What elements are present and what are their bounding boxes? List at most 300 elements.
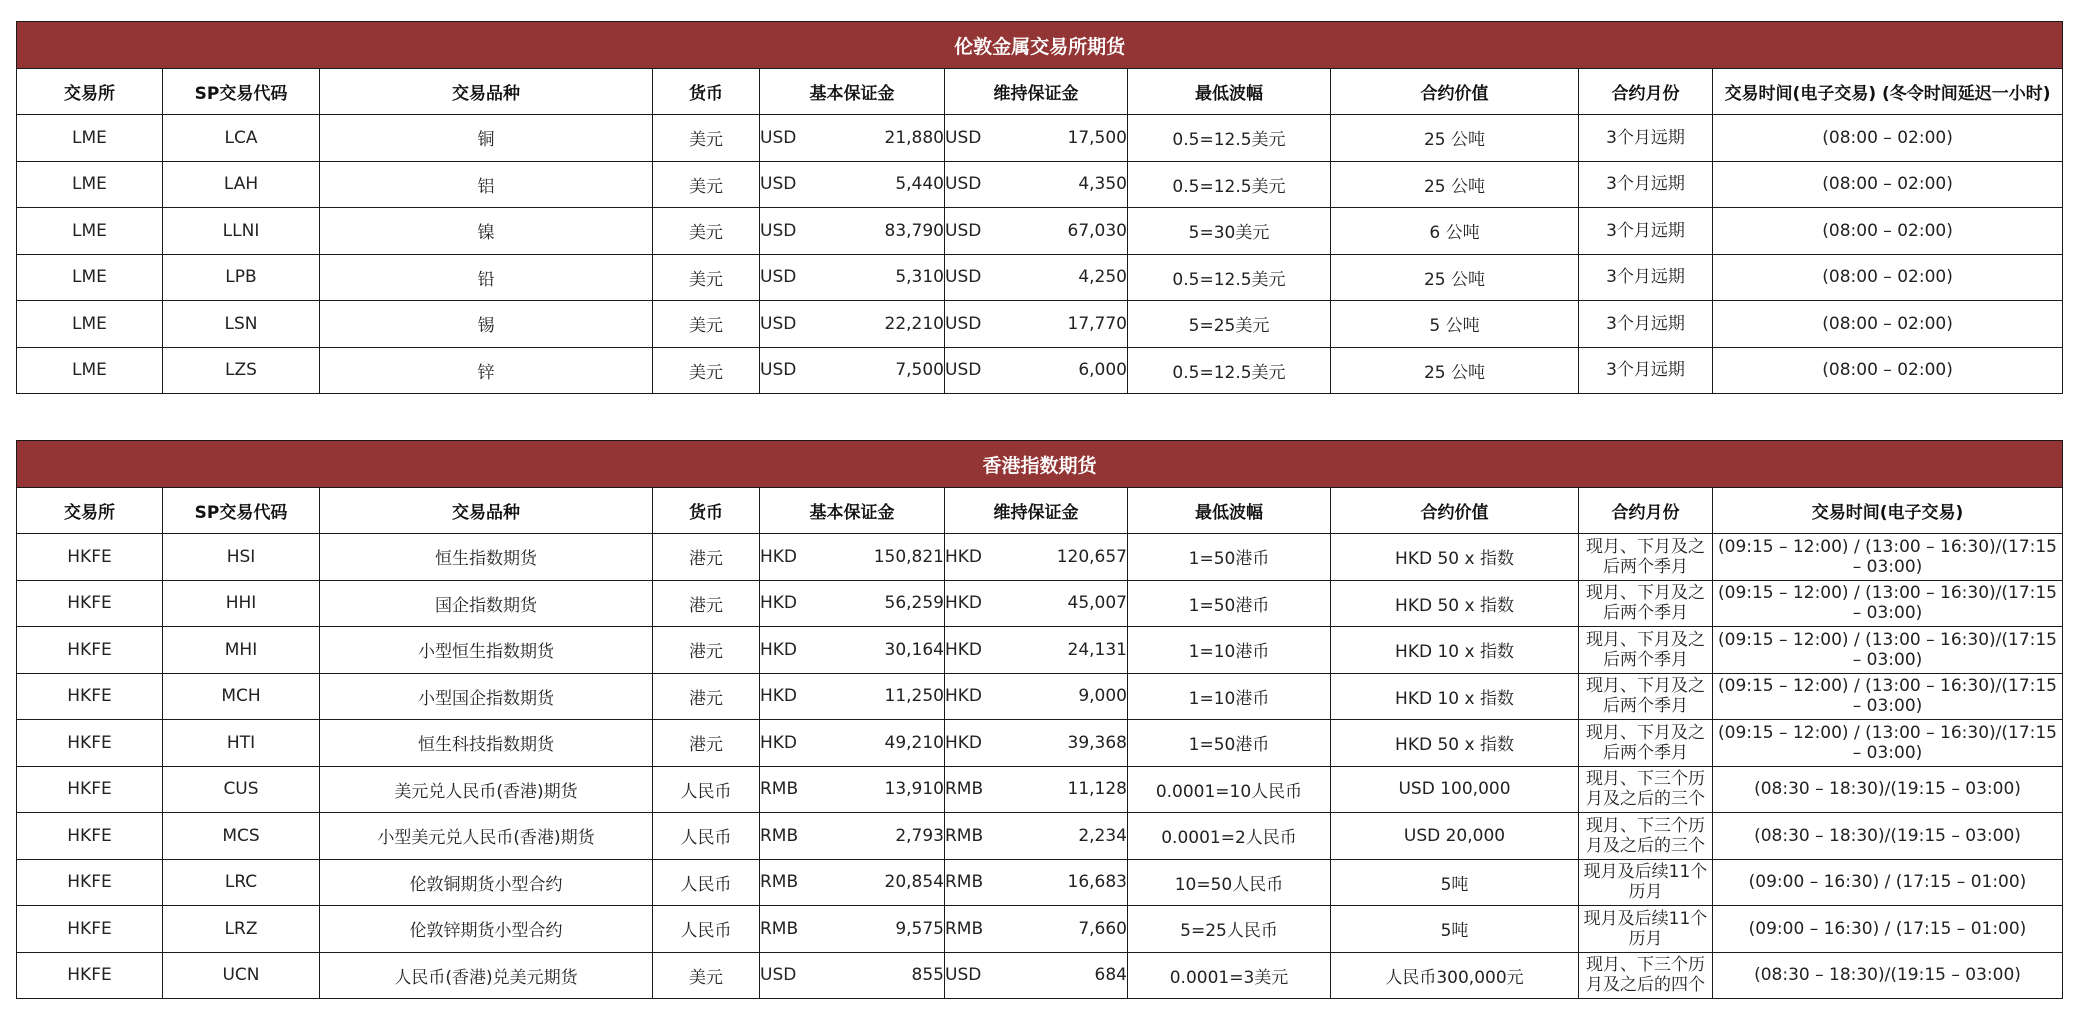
initial-margin-cell-currency: HKD [760, 593, 798, 614]
table-row [17, 720, 2063, 767]
column-header: 交易品种 [320, 488, 653, 534]
column-header: 交易所 [17, 488, 163, 534]
maintenance-margin-cell-amount: 17,770 [1067, 313, 1127, 334]
maintenance-margin-cell-amount: 4,350 [1078, 174, 1127, 195]
min-tick-cell [1128, 859, 1331, 906]
currency-cell-text: 美元 [689, 269, 723, 290]
contract-month-cell [1579, 301, 1713, 348]
initial-margin-cell [760, 766, 945, 813]
product-cell-text: 铝 [477, 176, 495, 197]
trading-hours-cell [1713, 720, 2063, 767]
lme-table-body [17, 115, 2063, 394]
min-tick-cell [1128, 347, 1331, 394]
exchange-cell-text: HKFE [67, 732, 112, 753]
table-row [17, 766, 2063, 813]
min-tick-cell-text: 0.5=12.5美元 [1172, 130, 1286, 151]
maintenance-margin-cell-amount: 6,000 [1078, 360, 1127, 381]
column-header: 货币 [653, 488, 760, 534]
sp-code-cell-text: HHI [225, 593, 257, 614]
table-row [17, 813, 2063, 860]
contract-value-cell-text: 25 公吨 [1423, 130, 1486, 151]
table-title: 香港指数期货 [17, 441, 2063, 488]
exchange-cell [17, 906, 163, 953]
contract-month-cell [1579, 534, 1713, 581]
trading-hours-cell-text: (09:15 – 12:00) / (13:00 – 16:30)/(17:15 – 03:00) [1718, 676, 2057, 717]
trading-hours-cell [1713, 952, 2063, 999]
initial-margin-cell-currency: USD [760, 360, 797, 381]
exchange-cell [17, 627, 163, 674]
product-cell-text: 人民币(香港)兑美元期货 [394, 967, 578, 988]
maintenance-margin-cell [945, 347, 1128, 394]
min-tick-cell [1128, 720, 1331, 767]
maintenance-margin-cell-currency: RMB [945, 825, 984, 846]
contract-month-cell [1579, 813, 1713, 860]
exchange-cell [17, 813, 163, 860]
contract-month-cell-text: 现月、下三个历月及之后的三个 [1586, 769, 1705, 810]
lme-futures-table [16, 21, 2063, 394]
hk-table-body [17, 534, 2063, 999]
min-tick-cell [1128, 301, 1331, 348]
min-tick-cell-text: 1=10港币 [1188, 688, 1270, 709]
product-cell [320, 673, 653, 720]
currency-cell-text: 美元 [689, 176, 723, 197]
currency-cell [653, 813, 760, 860]
maintenance-margin-cell-currency: USD [945, 267, 982, 288]
initial-margin-cell-amount: 9,575 [895, 918, 944, 939]
column-header: 基本保证金 [760, 69, 945, 115]
product-cell [320, 534, 653, 581]
contract-month-cell [1579, 906, 1713, 953]
currency-cell-text: 人民币 [680, 874, 732, 895]
contract-value-cell [1331, 580, 1579, 627]
column-header: 货币 [653, 69, 760, 115]
contract-month-cell-text: 3个月远期 [1606, 313, 1685, 334]
sp-code-cell-text: LPB [225, 267, 257, 288]
exchange-cell-text: HKFE [67, 965, 112, 986]
sp-code-cell [163, 673, 320, 720]
product-cell [320, 161, 653, 208]
maintenance-margin-cell-amount: 9,000 [1078, 686, 1127, 707]
contract-value-cell-text: 25 公吨 [1423, 362, 1486, 383]
initial-margin-cell-amount: 150,821 [873, 546, 944, 567]
column-header: 最低波幅 [1128, 69, 1331, 115]
min-tick-cell [1128, 580, 1331, 627]
initial-margin-cell-currency: HKD [760, 732, 798, 753]
initial-margin-cell-amount: 2,793 [895, 825, 944, 846]
currency-cell-text: 人民币 [680, 828, 732, 849]
currency-cell [653, 301, 760, 348]
product-cell [320, 859, 653, 906]
currency-cell [653, 859, 760, 906]
initial-margin-cell [760, 161, 945, 208]
maintenance-margin-cell-currency: HKD [945, 686, 983, 707]
table-row [17, 534, 2063, 581]
product-cell [320, 766, 653, 813]
initial-margin-cell [760, 859, 945, 906]
maintenance-margin-cell-currency: HKD [945, 639, 983, 660]
sp-code-cell [163, 580, 320, 627]
currency-cell-text: 美元 [689, 967, 723, 988]
exchange-cell [17, 301, 163, 348]
contract-value-cell [1331, 254, 1579, 301]
column-header: 合约价值 [1331, 488, 1579, 534]
contract-month-cell [1579, 580, 1713, 627]
min-tick-cell-text: 0.0001=2人民币 [1161, 828, 1297, 849]
exchange-cell-text: HKFE [67, 779, 112, 800]
initial-margin-cell [760, 627, 945, 674]
contract-month-cell [1579, 766, 1713, 813]
table-row [17, 673, 2063, 720]
exchange-cell [17, 254, 163, 301]
product-cell-text: 铅 [477, 269, 495, 290]
maintenance-margin-cell-amount: 4,250 [1078, 267, 1127, 288]
sp-code-cell [163, 766, 320, 813]
trading-hours-cell-text: (08:30 – 18:30)/(19:15 – 03:00) [1754, 965, 2021, 986]
sp-code-cell-text: LLNI [222, 220, 260, 241]
contract-value-cell [1331, 208, 1579, 255]
trading-hours-cell-text: (08:00 – 02:00) [1822, 220, 1953, 241]
maintenance-margin-cell-currency: RMB [945, 918, 984, 939]
trading-hours-cell [1713, 534, 2063, 581]
trading-hours-cell-text: (09:15 – 12:00) / (13:00 – 16:30)/(17:15 – 03:00) [1718, 629, 2057, 670]
contract-month-cell-text: 3个月远期 [1606, 127, 1685, 148]
initial-margin-cell-currency: USD [760, 313, 797, 334]
exchange-cell [17, 766, 163, 813]
product-cell [320, 208, 653, 255]
trading-hours-cell [1713, 115, 2063, 162]
contract-month-cell-text: 现月、下月及之后两个季月 [1586, 722, 1705, 763]
currency-cell [653, 673, 760, 720]
sp-code-cell [163, 720, 320, 767]
initial-margin-cell [760, 115, 945, 162]
sp-code-cell-text: HSI [226, 546, 256, 567]
sp-code-cell [163, 115, 320, 162]
contract-value-cell [1331, 673, 1579, 720]
maintenance-margin-cell [945, 766, 1128, 813]
currency-cell-text: 人民币 [680, 781, 732, 802]
currency-cell [653, 534, 760, 581]
sp-code-cell [163, 347, 320, 394]
currency-cell-text: 美元 [689, 362, 723, 383]
exchange-cell-text: HKFE [67, 686, 112, 707]
exchange-cell [17, 952, 163, 999]
initial-margin-cell [760, 580, 945, 627]
min-tick-cell-text: 1=50港币 [1188, 595, 1270, 616]
currency-cell [653, 208, 760, 255]
maintenance-margin-cell-amount: 120,657 [1056, 546, 1127, 567]
product-cell-text: 国企指数期货 [435, 595, 537, 616]
sp-code-cell [163, 534, 320, 581]
contract-month-cell-text: 现月、下月及之后两个季月 [1586, 536, 1705, 577]
maintenance-margin-cell-currency: USD [945, 360, 982, 381]
exchange-cell [17, 347, 163, 394]
exchange-cell [17, 161, 163, 208]
table-row [17, 952, 2063, 999]
exchange-cell [17, 720, 163, 767]
contract-month-cell [1579, 208, 1713, 255]
contract-month-cell-text: 3个月远期 [1606, 360, 1685, 381]
sp-code-cell [163, 301, 320, 348]
trading-hours-cell-text: (08:00 – 02:00) [1822, 313, 1953, 334]
trading-hours-cell-text: (09:00 – 16:30) / (17:15 – 01:00) [1748, 918, 2027, 939]
column-header: 维持保证金 [945, 488, 1128, 534]
sp-code-cell-text: MCH [221, 686, 261, 707]
initial-margin-cell-currency: HKD [760, 546, 798, 567]
trading-hours-cell-text: (08:30 – 18:30)/(19:15 – 03:00) [1754, 825, 2021, 846]
initial-margin-cell-currency: HKD [760, 639, 798, 660]
contract-value-cell [1331, 301, 1579, 348]
exchange-cell-text: LME [72, 267, 107, 288]
maintenance-margin-cell-currency: RMB [945, 779, 984, 800]
product-cell [320, 580, 653, 627]
sp-code-cell [163, 627, 320, 674]
contract-month-cell [1579, 673, 1713, 720]
maintenance-margin-cell-amount: 39,368 [1067, 732, 1127, 753]
trading-hours-cell-text: (09:15 – 12:00) / (13:00 – 16:30)/(17:15 – 03:00) [1718, 536, 2057, 577]
contract-month-cell [1579, 347, 1713, 394]
exchange-cell [17, 208, 163, 255]
min-tick-cell-text: 5=25美元 [1188, 316, 1270, 337]
contract-value-cell-text: HKD 50 x 指数 [1395, 595, 1514, 616]
trading-hours-cell-text: (08:30 – 18:30)/(19:15 – 03:00) [1754, 779, 2021, 800]
sp-code-cell [163, 161, 320, 208]
product-cell [320, 301, 653, 348]
sp-code-cell [163, 813, 320, 860]
initial-margin-cell-currency: USD [760, 965, 797, 986]
contract-value-cell [1331, 766, 1579, 813]
contract-month-cell-text: 3个月远期 [1606, 267, 1685, 288]
currency-cell [653, 254, 760, 301]
product-cell-text: 小型美元兑人民币(香港)期货 [377, 828, 595, 849]
contract-value-cell [1331, 720, 1579, 767]
exchange-cell-text: LME [72, 174, 107, 195]
initial-margin-cell [760, 673, 945, 720]
product-cell [320, 720, 653, 767]
min-tick-cell [1128, 766, 1331, 813]
column-header: 最低波幅 [1128, 488, 1331, 534]
maintenance-margin-cell [945, 627, 1128, 674]
contract-month-cell-text: 现月及后续11个历月 [1583, 908, 1708, 949]
product-cell [320, 115, 653, 162]
trading-hours-cell-text: (08:00 – 02:00) [1822, 360, 1953, 381]
product-cell [320, 347, 653, 394]
trading-hours-cell [1713, 208, 2063, 255]
product-cell-text: 美元兑人民币(香港)期货 [394, 781, 578, 802]
currency-cell-text: 美元 [689, 316, 723, 337]
exchange-cell [17, 580, 163, 627]
contract-value-cell [1331, 859, 1579, 906]
min-tick-cell [1128, 906, 1331, 953]
contract-value-cell-text: HKD 50 x 指数 [1395, 735, 1514, 756]
initial-margin-cell-amount: 13,910 [884, 779, 944, 800]
contract-month-cell-text: 现月、下三个历月及之后的三个 [1586, 815, 1705, 856]
min-tick-cell [1128, 161, 1331, 208]
min-tick-cell-text: 0.0001=10人民币 [1155, 781, 1303, 802]
maintenance-margin-cell-amount: 24,131 [1067, 639, 1127, 660]
sp-code-cell-text: MHI [224, 639, 258, 660]
table-title: 伦敦金属交易所期货 [17, 22, 2063, 69]
sp-code-cell [163, 906, 320, 953]
min-tick-cell [1128, 534, 1331, 581]
column-header: 基本保证金 [760, 488, 945, 534]
initial-margin-cell [760, 254, 945, 301]
column-header: 交易时间(电子交易) [1713, 488, 2063, 534]
currency-cell-text: 美元 [689, 223, 723, 244]
trading-hours-cell [1713, 627, 2063, 674]
header-row [17, 69, 2063, 115]
contract-month-cell [1579, 254, 1713, 301]
maintenance-margin-cell-amount: 684 [1094, 965, 1127, 986]
contract-value-cell-text: 6 公吨 [1429, 223, 1480, 244]
contract-value-cell-text: 5吨 [1440, 921, 1469, 942]
contract-month-cell-text: 3个月远期 [1606, 174, 1685, 195]
maintenance-margin-cell-currency: USD [945, 127, 982, 148]
maintenance-margin-cell-amount: 2,234 [1078, 825, 1127, 846]
product-cell-text: 小型国企指数期货 [418, 688, 554, 709]
contract-month-cell [1579, 115, 1713, 162]
column-header: 维持保证金 [945, 69, 1128, 115]
sp-code-cell [163, 208, 320, 255]
initial-margin-cell [760, 952, 945, 999]
trading-hours-cell [1713, 813, 2063, 860]
maintenance-margin-cell-amount: 45,007 [1067, 593, 1127, 614]
sp-code-cell-text: HTI [226, 732, 256, 753]
min-tick-cell [1128, 952, 1331, 999]
initial-margin-cell [760, 720, 945, 767]
currency-cell [653, 952, 760, 999]
product-cell-text: 镍 [477, 223, 495, 244]
table-row [17, 301, 2063, 348]
initial-margin-cell-currency: RMB [760, 918, 799, 939]
contract-value-cell-text: USD 20,000 [1403, 825, 1506, 846]
table-row [17, 627, 2063, 674]
currency-cell [653, 906, 760, 953]
initial-margin-cell-amount: 30,164 [884, 639, 944, 660]
column-header: 交易品种 [320, 69, 653, 115]
initial-margin-cell-currency: RMB [760, 779, 799, 800]
initial-margin-cell-amount: 83,790 [884, 220, 944, 241]
sp-code-cell [163, 254, 320, 301]
maintenance-margin-cell-amount: 11,128 [1067, 779, 1127, 800]
maintenance-margin-cell [945, 301, 1128, 348]
currency-cell-text: 人民币 [680, 921, 732, 942]
initial-margin-cell-currency: RMB [760, 825, 799, 846]
initial-margin-cell-currency: RMB [760, 872, 799, 893]
initial-margin-cell-amount: 5,310 [895, 267, 944, 288]
product-cell-text: 锌 [477, 362, 495, 383]
trading-hours-cell-text: (08:00 – 02:00) [1822, 267, 1953, 288]
contract-value-cell [1331, 813, 1579, 860]
maintenance-margin-cell [945, 859, 1128, 906]
exchange-cell-text: HKFE [67, 639, 112, 660]
contract-month-cell [1579, 952, 1713, 999]
exchange-cell [17, 673, 163, 720]
currency-cell-text: 美元 [689, 130, 723, 151]
contract-month-cell-text: 3个月远期 [1606, 220, 1685, 241]
product-cell-text: 恒生指数期货 [435, 549, 537, 570]
trading-hours-cell-text: (09:15 – 12:00) / (13:00 – 16:30)/(17:15 – 03:00) [1718, 722, 2057, 763]
column-header: 合约月份 [1579, 69, 1713, 115]
currency-cell [653, 161, 760, 208]
currency-cell [653, 580, 760, 627]
column-header: 交易所 [17, 69, 163, 115]
currency-cell-text: 港元 [689, 735, 723, 756]
maintenance-margin-cell [945, 208, 1128, 255]
initial-margin-cell-amount: 7,500 [895, 360, 944, 381]
sp-code-cell-text: MCS [222, 825, 260, 846]
trading-hours-cell [1713, 254, 2063, 301]
currency-cell-text: 港元 [689, 688, 723, 709]
maintenance-margin-cell-amount: 17,500 [1067, 127, 1127, 148]
contract-value-cell [1331, 115, 1579, 162]
trading-hours-cell [1713, 906, 2063, 953]
contract-value-cell-text: HKD 10 x 指数 [1395, 688, 1514, 709]
contract-value-cell-text: HKD 10 x 指数 [1395, 642, 1514, 663]
table-row [17, 580, 2063, 627]
trading-hours-cell [1713, 580, 2063, 627]
currency-cell-text: 港元 [689, 549, 723, 570]
table-row [17, 161, 2063, 208]
trading-hours-cell-text: (08:00 – 02:00) [1822, 127, 1953, 148]
initial-margin-cell-currency: HKD [760, 686, 798, 707]
contract-value-cell [1331, 627, 1579, 674]
exchange-cell-text: HKFE [67, 825, 112, 846]
maintenance-margin-cell-currency: HKD [945, 546, 983, 567]
exchange-cell-text: HKFE [67, 593, 112, 614]
contract-value-cell [1331, 161, 1579, 208]
currency-cell [653, 720, 760, 767]
product-cell [320, 952, 653, 999]
contract-month-cell [1579, 720, 1713, 767]
sp-code-cell-text: LZS [225, 360, 257, 381]
maintenance-margin-cell [945, 952, 1128, 999]
min-tick-cell [1128, 673, 1331, 720]
contract-value-cell-text: 5 公吨 [1429, 316, 1480, 337]
column-header: SP交易代码 [163, 488, 320, 534]
initial-margin-cell-amount: 855 [911, 965, 944, 986]
contract-value-cell-text: HKD 50 x 指数 [1395, 549, 1514, 570]
initial-margin-cell-currency: USD [760, 174, 797, 195]
column-header: SP交易代码 [163, 69, 320, 115]
min-tick-cell-text: 5=30美元 [1188, 223, 1270, 244]
exchange-cell-text: LME [72, 220, 107, 241]
contract-value-cell-text: 25 公吨 [1423, 269, 1486, 290]
min-tick-cell-text: 0.5=12.5美元 [1172, 269, 1286, 290]
contract-month-cell [1579, 627, 1713, 674]
maintenance-margin-cell [945, 720, 1128, 767]
hk-index-futures-table [16, 440, 2063, 999]
initial-margin-cell-amount: 20,854 [884, 872, 944, 893]
currency-cell [653, 347, 760, 394]
product-cell-text: 伦敦锌期货小型合约 [409, 921, 563, 942]
sp-code-cell-text: LSN [224, 313, 258, 334]
table-row [17, 208, 2063, 255]
exchange-cell-text: HKFE [67, 546, 112, 567]
maintenance-margin-cell-currency: USD [945, 313, 982, 334]
exchange-cell [17, 859, 163, 906]
exchange-cell-text: HKFE [67, 918, 112, 939]
initial-margin-cell [760, 347, 945, 394]
min-tick-cell-text: 10=50人民币 [1174, 874, 1284, 895]
initial-margin-cell [760, 813, 945, 860]
currency-cell-text: 港元 [689, 595, 723, 616]
table-row [17, 906, 2063, 953]
min-tick-cell-text: 1=50港币 [1188, 735, 1270, 756]
min-tick-cell [1128, 115, 1331, 162]
initial-margin-cell-amount: 22,210 [884, 313, 944, 334]
contract-month-cell [1579, 161, 1713, 208]
sp-code-cell-text: LCA [224, 127, 258, 148]
